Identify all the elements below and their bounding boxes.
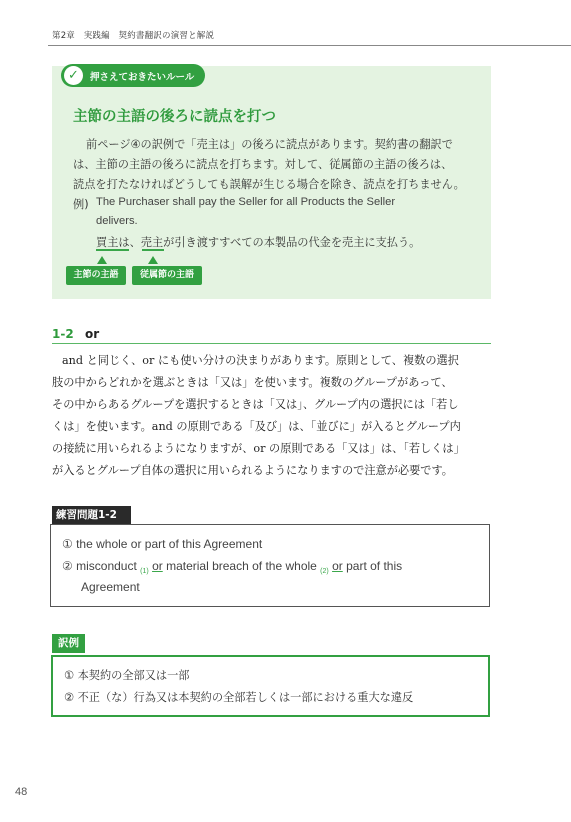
exercise-item-1: ① the whole or part of this Agreement xyxy=(62,537,263,551)
body-line: and と同じく、or にも使い分けの決まりがあります。原則として、複数の選択 xyxy=(62,354,459,367)
tag-subordinate-subject: 従属節の主語 xyxy=(132,266,202,285)
example-english-line: delivers. xyxy=(96,215,138,227)
arrow-up-icon xyxy=(97,256,107,264)
exercise-item-2-cont: Agreement xyxy=(81,580,140,594)
body-line: くは」を使います。and の原則である「及び」は、「並びに」が入るとグループ内 xyxy=(52,420,461,433)
rule-line: 読点を打たなければどうしても誤解が生じる場合を除き、読点を打ちません。 xyxy=(73,178,465,191)
answer-box xyxy=(51,655,490,717)
body-line: その中からあるグループを選択するときは「又は」、グループ内の選択には「若し xyxy=(52,398,459,411)
main-subject: 買主は xyxy=(96,236,130,249)
answer-label: 訳例 xyxy=(52,634,85,653)
header-rule xyxy=(48,45,571,46)
subordinate-subject-underline xyxy=(142,249,164,251)
or-marked-1: or xyxy=(152,559,163,573)
example-prefix: 例) xyxy=(73,198,89,211)
marker-2: (2) xyxy=(320,568,329,575)
body-line: の接続に用いられるようになりますが、or の原則である「又は」は、「若しくは」 xyxy=(52,442,465,455)
page-number: 48 xyxy=(15,786,28,798)
checkmark-icon: ✓ xyxy=(64,66,83,85)
answer-item-1: ① 本契約の全部又は一部 xyxy=(64,669,190,682)
rule-heading: 主節の主語の後ろに読点を打つ xyxy=(73,109,276,125)
rule-badge-label: 押さえておきたいルール xyxy=(90,72,195,83)
arrow-up-icon xyxy=(148,256,158,264)
body-line: 肢の中からどれかを選ぶときは「又は」を使います。複数のグループがあって、 xyxy=(52,376,453,389)
example-japanese: 買主は、売主が引き渡すすべての本製品の代金を売主に支払う。 xyxy=(96,236,421,249)
section-rule xyxy=(52,343,491,344)
tag-main-subject: 主節の主語 xyxy=(66,266,126,285)
rule-line: 前ページ④の訳例で「売主は」の後ろに読点があります。契約書の翻訳で xyxy=(86,138,453,151)
exercise-label: 練習問題1-2 xyxy=(52,506,131,524)
running-header: 第2章 実践編 契約書翻訳の演習と解説 xyxy=(52,31,215,41)
exercise-item-2: ② misconduct $_{(1)}$ or material breach of the whole $_{(2)}$ or part of this xyxy=(62,559,403,575)
body-line: が入るとグループ自体の選択に用いられるようになりますので注意が必要です。 xyxy=(52,464,453,477)
example-english-line: The Purchaser shall pay the Seller for all Products the Seller xyxy=(96,196,396,208)
rule-badge xyxy=(61,64,205,87)
section-title: or xyxy=(85,327,100,341)
or-marked-2: or xyxy=(332,559,343,573)
section-number: 1-2 xyxy=(52,327,74,341)
answer-item-2: ② 不正（な）行為又は本契約の全部若しくは一部における重大な違反 xyxy=(64,691,414,704)
rule-line: は、主節の主語の後ろに読点を打ちます。対して、従属節の主語の後ろは、 xyxy=(73,158,453,171)
marker-1: (1) xyxy=(140,568,149,575)
main-subject-underline xyxy=(96,249,129,251)
subordinate-subject: 売主 xyxy=(140,236,164,249)
